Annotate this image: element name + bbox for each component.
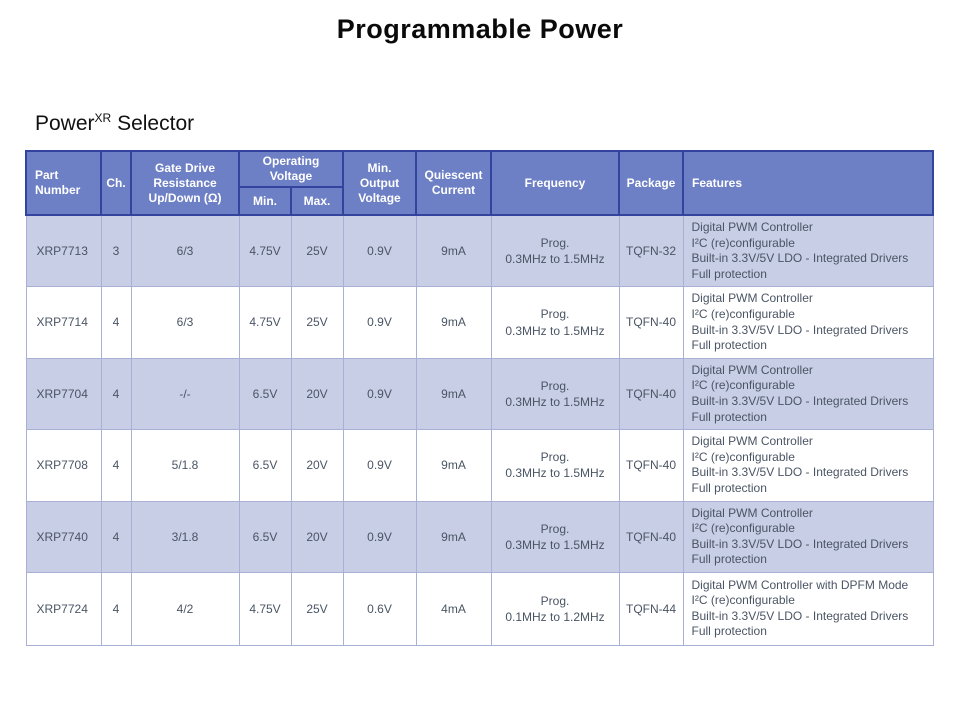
feature-line: Digital PWM Controller [691, 362, 813, 377]
page-title: Programmable Power [336, 14, 624, 44]
cell-part-number: XRP7713 [26, 215, 101, 287]
cell-package: TQFN-32 [619, 215, 683, 287]
cell-frequency [491, 430, 619, 501]
feature-line: Full protection [691, 266, 767, 281]
cell-quiescent-current: 9mA [416, 287, 491, 358]
cell-operating-voltage-min: 4.75V [239, 572, 291, 645]
header-features: Features [683, 151, 933, 215]
cell-features [683, 572, 933, 645]
feature-line: Full protection [691, 409, 767, 424]
cell-operating-voltage-max: 20V [291, 430, 343, 501]
cell-part-number: XRP7714 [26, 287, 101, 358]
cell-quiescent-current: 9mA [416, 501, 491, 572]
frequency-line: Prog. [540, 307, 570, 322]
cell-package: TQFN-40 [619, 358, 683, 429]
cell-operating-voltage-max: 20V [291, 501, 343, 572]
cell-features [683, 215, 933, 287]
feature-line: I²C (re)configurable [691, 521, 795, 536]
cell-package: TQFN-40 [619, 287, 683, 358]
cell-gate-drive: 3/1.8 [131, 501, 239, 572]
cell-min-output-voltage: 0.9V [343, 215, 416, 287]
feature-line: I²C (re)configurable [691, 593, 795, 608]
cell-quiescent-current: 9mA [416, 430, 491, 501]
cell-operating-voltage-min: 6.5V [239, 501, 291, 572]
feature-line: I²C (re)configurable [691, 449, 795, 464]
frequency-line: Prog. [540, 378, 570, 393]
cell-frequency [491, 215, 619, 287]
selector-table-container [25, 150, 934, 646]
table-row [26, 430, 933, 501]
cell-operating-voltage-min: 6.5V [239, 430, 291, 501]
cell-operating-voltage-min: 4.75V [239, 215, 291, 287]
cell-operating-voltage-min: 6.5V [239, 358, 291, 429]
cell-package: TQFN-44 [619, 572, 683, 645]
frequency-line: Prog. [540, 236, 570, 250]
cell-frequency [491, 501, 619, 572]
feature-line: Built-in 3.3V/5V LDO - Integrated Drivers [691, 536, 909, 551]
feature-line: Full protection [691, 338, 767, 353]
cell-channels: 4 [101, 430, 131, 501]
cell-gate-drive: 6/3 [131, 287, 239, 358]
feature-line: I²C (re)configurable [691, 378, 795, 393]
frequency-line: Prog. [540, 593, 570, 608]
selector-heading-rest: Selector [117, 112, 195, 135]
cell-features [683, 501, 933, 572]
cell-quiescent-current: 4mA [416, 572, 491, 645]
frequency-line: Prog. [540, 450, 570, 465]
frequency-line: 0.3MHz to 1.5MHz [505, 252, 605, 267]
cell-min-output-voltage: 0.9V [343, 501, 416, 572]
header-ov-min: Min. [239, 187, 291, 215]
header-channels: Ch. [101, 151, 131, 215]
frequency-line: 0.3MHz to 1.5MHz [505, 323, 605, 338]
selector-heading-sup: XR [94, 111, 112, 125]
cell-part-number: XRP7724 [26, 572, 101, 645]
cell-operating-voltage-max: 25V [291, 215, 343, 287]
table-header [26, 151, 933, 215]
cell-part-number: XRP7704 [26, 358, 101, 429]
feature-line: Built-in 3.3V/5V LDO - Integrated Drivers [691, 251, 909, 266]
cell-gate-drive: 4/2 [131, 572, 239, 645]
cell-frequency [491, 287, 619, 358]
cell-channels: 4 [101, 501, 131, 572]
cell-gate-drive: 5/1.8 [131, 430, 239, 501]
cell-part-number: XRP7708 [26, 430, 101, 501]
feature-line: Digital PWM Controller [691, 220, 813, 234]
frequency-line: 0.3MHz to 1.5MHz [505, 394, 605, 409]
cell-min-output-voltage: 0.6V [343, 572, 416, 645]
cell-quiescent-current: 9mA [416, 358, 491, 429]
feature-line: Digital PWM Controller [691, 505, 813, 520]
feature-line: Digital PWM Controller with DPFM Mode [691, 577, 909, 592]
header-frequency: Frequency [491, 151, 619, 215]
cell-min-output-voltage: 0.9V [343, 358, 416, 429]
cell-operating-voltage-max: 25V [291, 572, 343, 645]
table-row [26, 501, 933, 572]
feature-line: I²C (re)configurable [691, 306, 795, 321]
cell-min-output-voltage: 0.9V [343, 287, 416, 358]
table-row [26, 287, 933, 358]
frequency-line: Prog. [540, 521, 570, 536]
frequency-line: 0.3MHz to 1.5MHz [505, 466, 605, 481]
header-part-number: Part Number [26, 151, 101, 215]
header-min-output-voltage: Min. Output Voltage [343, 151, 416, 215]
cell-operating-voltage-max: 25V [291, 287, 343, 358]
header-ov-max: Max. [291, 187, 343, 215]
cell-channels: 4 [101, 572, 131, 645]
cell-package: TQFN-40 [619, 501, 683, 572]
cell-gate-drive: 6/3 [131, 215, 239, 287]
header-row-top [26, 151, 933, 187]
feature-line: Built-in 3.3V/5V LDO - Integrated Drivers [691, 322, 909, 337]
cell-operating-voltage-min: 4.75V [239, 287, 291, 358]
selector-table [25, 150, 934, 646]
table-body [26, 215, 933, 645]
table-row [26, 358, 933, 429]
feature-line: Built-in 3.3V/5V LDO - Integrated Drivers [691, 608, 909, 623]
header-quiescent-current: Quiescent Current [416, 151, 491, 215]
cell-min-output-voltage: 0.9V [343, 430, 416, 501]
cell-quiescent-current: 9mA [416, 215, 491, 287]
feature-line: Digital PWM Controller [691, 434, 813, 449]
cell-frequency [491, 572, 619, 645]
header-package: Package [619, 151, 683, 215]
cell-package: TQFN-40 [619, 430, 683, 501]
cell-features [683, 358, 933, 429]
cell-gate-drive: -/- [131, 358, 239, 429]
header-operating-voltage: Operating Voltage [239, 151, 343, 187]
frequency-line: 0.1MHz to 1.2MHz [505, 609, 605, 624]
feature-line: Digital PWM Controller [691, 291, 813, 306]
cell-frequency [491, 358, 619, 429]
table-row [26, 572, 933, 645]
feature-line: Full protection [691, 552, 767, 567]
cell-features [683, 287, 933, 358]
cell-operating-voltage-max: 20V [291, 358, 343, 429]
cell-features [683, 430, 933, 501]
frequency-line: 0.3MHz to 1.5MHz [505, 537, 605, 552]
table-row [26, 215, 933, 287]
header-gate-drive: Gate Drive Resistance Up/Down (Ω) [131, 151, 239, 215]
selector-heading [35, 111, 194, 136]
selector-heading-base: Power [35, 112, 95, 135]
feature-line: Full protection [691, 480, 767, 495]
feature-line: Built-in 3.3V/5V LDO - Integrated Drivers [691, 393, 909, 408]
feature-line: Built-in 3.3V/5V LDO - Integrated Drivers [691, 465, 909, 480]
cell-channels: 3 [101, 215, 131, 287]
feature-line: Full protection [691, 624, 767, 639]
feature-line: I²C (re)configurable [691, 235, 795, 250]
cell-channels: 4 [101, 358, 131, 429]
cell-part-number: XRP7740 [26, 501, 101, 572]
cell-channels: 4 [101, 287, 131, 358]
